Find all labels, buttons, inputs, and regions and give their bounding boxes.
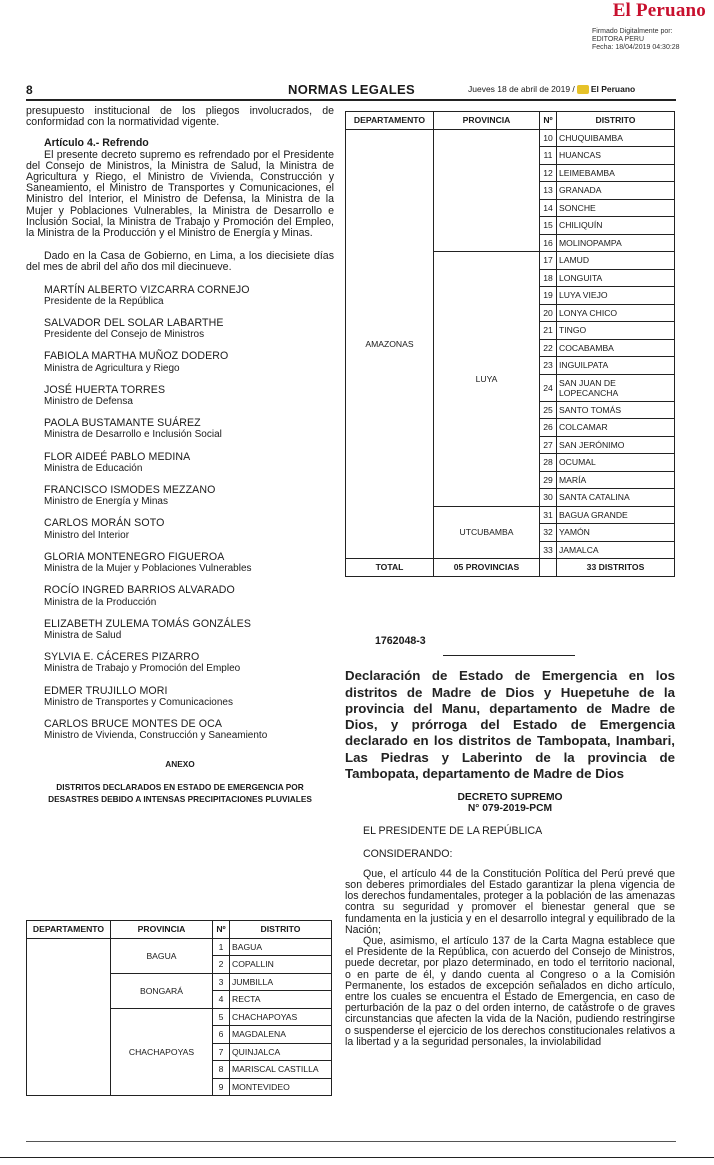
signatory-role: Ministra de la Producción [44, 596, 157, 608]
signatory-name: ELIZABETH ZULEMA TOMÁS GONZÁLES [44, 617, 251, 630]
intro-paragraph: presupuesto institucional de los pliegos involucrados, de conformidad con la normatividad vigente. [26, 105, 334, 129]
district-cell: CHILIQUÍN [557, 217, 675, 235]
col-header-province: PROVINCIA [111, 921, 213, 939]
signatory-role: Ministra de Agricultura y Riego [44, 362, 180, 374]
province-cell: UTCUBAMBA [434, 506, 540, 559]
signatory [26, 518, 334, 540]
row-number: 19 [540, 287, 557, 305]
left-column [26, 106, 334, 805]
district-cell: CHACHAPOYAS [230, 1008, 332, 1026]
row-number: 5 [213, 1008, 230, 1026]
district-cell: RECTA [230, 991, 332, 1009]
department-cell: AMAZONAS [346, 129, 434, 559]
district-cell: CHUQUIBAMBA [557, 129, 675, 147]
row-number: 32 [540, 524, 557, 542]
signatory [26, 318, 334, 340]
total-label: TOTAL [346, 559, 434, 577]
col-header-district: DISTRITO [230, 921, 332, 939]
district-cell: JAMALCA [557, 541, 675, 559]
signatory [26, 485, 334, 507]
signatory-role: Presidente de la República [44, 295, 164, 307]
district-cell: MARÍA [557, 471, 675, 489]
district-cell: SONCHE [557, 199, 675, 217]
total-districts: 33 DISTRITOS [557, 559, 675, 577]
decree-title: DECRETO SUPREMO N° 079-2019-PCM [345, 792, 675, 814]
signatory [26, 652, 334, 674]
district-cell: LAMUD [557, 252, 675, 270]
row-number: 2 [213, 956, 230, 974]
table-row [346, 129, 675, 147]
signatory-name: PAOLA BUSTAMANTE SUÁREZ [44, 417, 201, 430]
col-header-number: Nº [540, 112, 557, 130]
page-edge-rule [0, 1157, 714, 1158]
district-cell: LUYA VIEJO [557, 287, 675, 305]
district-cell: MARISCAL CASTILLA [230, 1061, 332, 1079]
district-cell: TINGO [557, 322, 675, 340]
row-number: 15 [540, 217, 557, 235]
row-number: 18 [540, 269, 557, 287]
signatory [26, 552, 334, 574]
row-number: 17 [540, 252, 557, 270]
row-number: 12 [540, 164, 557, 182]
districts-table-part-2 [345, 111, 675, 577]
signatory [26, 719, 334, 741]
signatory-name: ROCÍO INGRED BARRIOS ALVARADO [44, 584, 235, 597]
row-number: 11 [540, 147, 557, 165]
brand-logo: El Peruano [612, 0, 706, 21]
considering-paragraph-2: Que, asimismo, el artículo 137 de la Carta Magna establece que el Presidente de la República, con acuerdo del Consejo de Ministros, puede decretar, por plazo determinado, en todo el territorio nacional, o en parte de él, y dando cuenta al Congreso o a la Comisión Permanente, los estados de excepción señalados en dicho artículo, entre los cuales se encuentra el Estado de Emergencia, en caso de perturbación de la paz o del orden interno, de catástrofe o de graves circunstancias que afecten la vida de la Nación, pudiendo restringirse o suspenderse el ejercicio de los derechos constitucionales relativos a la libertad y a la seguridad personales, la inviolabilidad [345, 934, 675, 1048]
district-cell: BAGUA [230, 938, 332, 956]
row-number: 24 [540, 374, 557, 401]
footer-rule [26, 1141, 676, 1142]
district-cell: SAN JUAN DE LOPECANCHA [557, 374, 675, 401]
row-number: 14 [540, 199, 557, 217]
decree-number: N° 079-2019-PCM [467, 803, 553, 815]
district-cell: QUINJALCA [230, 1043, 332, 1061]
row-number: 6 [213, 1026, 230, 1044]
signatory-role: Ministra de la Mujer y Poblaciones Vulnerables [44, 563, 252, 575]
row-number: 3 [213, 973, 230, 991]
document-code: 1762048-3 [375, 635, 426, 647]
province-cell: BONGARÁ [111, 973, 213, 1008]
district-cell: LEIMEBAMBA [557, 164, 675, 182]
signatory-name: GLORIA MONTENEGRO FIGUEROA [44, 550, 225, 563]
row-number: 29 [540, 471, 557, 489]
signatory-name: EDMER TRUJILLO MORI [44, 684, 168, 697]
total-provinces: 05 PROVINCIAS [434, 559, 540, 577]
signatory-name: SALVADOR DEL SOLAR LABARTHE [44, 317, 224, 330]
signatories [26, 285, 334, 742]
row-number: 26 [540, 419, 557, 437]
province-cell: BAGUA [111, 938, 213, 973]
signatory-role: Ministra de Salud [44, 629, 122, 641]
considering-paragraph-1: Que, el artículo 44 de la Constitución Política del Perú prevé que son deberes primordiales del Estado garantizar la plena vigencia de los derechos fundamentales, proteger a la población de las amenazas contra su seguridad y promover el bienestar general que se fundamenta en la justicia y en el desarrollo integral y equilibrado de la Nación; [345, 867, 675, 936]
signatory-name: SYLVIA E. CÁCERES PIZARRO [44, 651, 200, 664]
signatory [26, 418, 334, 440]
president-line: EL PRESIDENTE DE LA REPÚBLICA [363, 825, 543, 838]
declaration-title: Declaración de Estado de Emergencia en los distritos de Madre de Dios y Huepetuhe de la provincia del Manu, departamento de Madre de Dios, y prórroga del Estado de Emergencia declarado en los distritos de Tambopata, Inambari, Las Piedras y Laberinto de la provincia de Tambopata, departamento de Madre de Dios [345, 668, 675, 781]
row-number: 33 [540, 541, 557, 559]
signatory-name: CARLOS MORÁN SOTO [44, 517, 165, 530]
article-title: Artículo 4.- Refrendo [44, 137, 149, 150]
district-cell: BAGUA GRANDE [557, 506, 675, 524]
row-number: 13 [540, 182, 557, 200]
issue-date: Jueves 18 de abril de 2019 / El Peruano [468, 84, 636, 94]
district-cell: MOLINOPAMPA [557, 234, 675, 252]
signatory [26, 385, 334, 407]
col-header-department: DEPARTAMENTO [27, 921, 111, 939]
signatory [26, 351, 334, 373]
district-cell: COPALLIN [230, 956, 332, 974]
signatory-role: Ministra de Desarrollo e Inclusión Social [44, 429, 222, 441]
district-cell: SAN JERÓNIMO [557, 436, 675, 454]
newspaper-logo-icon [577, 85, 589, 94]
col-header-province: PROVINCIA [434, 112, 540, 130]
total-number-cell [540, 559, 557, 577]
signatory-role: Ministro del Interior [44, 529, 130, 541]
district-cell: COCABAMBA [557, 339, 675, 357]
district-cell: GRANADA [557, 182, 675, 200]
row-number: 31 [540, 506, 557, 524]
signatory [26, 285, 334, 307]
row-number: 21 [540, 322, 557, 340]
signatory [26, 686, 334, 708]
col-header-district: DISTRITO [557, 112, 675, 130]
row-number: 23 [540, 357, 557, 375]
signatory-name: FABIOLA MARTHA MUÑOZ DODERO [44, 350, 229, 363]
col-header-department: DEPARTAMENTO [346, 112, 434, 130]
district-cell: OCUMAL [557, 454, 675, 472]
given-paragraph: Dado en la Casa de Gobierno, en Lima, a los diecisiete días del mes de abril del año dos mil diecinueve. [26, 250, 334, 274]
considering-line: CONSIDERANDO: [363, 848, 453, 861]
signatory [26, 619, 334, 641]
district-cell: COLCAMAR [557, 419, 675, 437]
section-title: NORMAS LEGALES [288, 82, 415, 97]
row-number: 16 [540, 234, 557, 252]
signatory-role: Ministro de Defensa [44, 396, 133, 408]
district-cell: LONGUITA [557, 269, 675, 287]
province-cell: LUYA [434, 252, 540, 507]
row-number: 9 [213, 1078, 230, 1096]
row-number: 20 [540, 304, 557, 322]
signatory-role: Presidente del Consejo de Ministros [44, 329, 205, 341]
col-header-number: Nº [213, 921, 230, 939]
divider [443, 655, 575, 656]
page-header [26, 83, 676, 101]
signatory [26, 585, 334, 607]
signatory-name: CARLOS BRUCE MONTES DE OCA [44, 717, 223, 730]
signatory-name: FLOR AIDEÉ PABLO MEDINA [44, 450, 191, 463]
signatory-role: Ministro de Transportes y Comunicaciones [44, 696, 233, 708]
district-cell: INGUILPATA [557, 357, 675, 375]
district-cell: SANTA CATALINA [557, 489, 675, 507]
department-cell [27, 938, 111, 1096]
signatory [26, 452, 334, 474]
digital-signature [592, 28, 680, 53]
row-number: 1 [213, 938, 230, 956]
district-cell: HUANCAS [557, 147, 675, 165]
signature-line: Fecha: 18/04/2019 04:30:28 [592, 44, 680, 52]
row-number: 10 [540, 129, 557, 147]
district-cell: YAMÓN [557, 524, 675, 542]
page-number: 8 [26, 83, 33, 97]
row-number: 7 [213, 1043, 230, 1061]
row-number: 30 [540, 489, 557, 507]
annex-title: ANEXO [165, 759, 195, 770]
signature-line: EDITORA PERU [592, 36, 644, 44]
signature-line: Firmado Digitalmente por: [592, 28, 673, 35]
district-cell: MONTEVIDEO [230, 1078, 332, 1096]
province-cell: CHACHAPOYAS [111, 1008, 213, 1096]
province-cell [434, 129, 540, 252]
annex-subtitle: DISTRITOS DECLARADOS EN ESTADO DE EMERGENCIA POR DESASTRES DEBIDO A INTENSAS PRECIPITACIONES PLUVIALES [48, 781, 312, 804]
districts-table-part-1 [26, 920, 332, 1096]
article-text: El presente decreto supremo es refrendado por el Presidente del Consejo de Ministros, la Ministra de Salud, la Ministra de Agricultura y Riego, el Ministro de Vivienda, Construcción y Saneamiento, el Ministro de Transportes y Comunicaciones, el Ministro del Interior, el Ministro de Defensa, la Ministra de la Mujer y Poblaciones Vulnerables, la Ministra de Desarrollo e Inclusión Social, la Ministra de Trabajo y Promoción del Empleo, la Ministra de la Producción y el Ministro de Energía y Minas. [26, 148, 334, 240]
district-cell: JUMBILLA [230, 973, 332, 991]
row-number: 22 [540, 339, 557, 357]
signatory-name: FRANCISCO ISMODES MEZZANO [44, 484, 216, 497]
row-number: 27 [540, 436, 557, 454]
row-number: 25 [540, 401, 557, 419]
district-cell: LONYA CHICO [557, 304, 675, 322]
signatory-name: MARTÍN ALBERTO VIZCARRA CORNEJO [44, 283, 250, 296]
signatory-role: Ministro de Energía y Minas [44, 496, 168, 508]
district-cell: MAGDALENA [230, 1026, 332, 1044]
district-cell: SANTO TOMÁS [557, 401, 675, 419]
signatory-role: Ministra de Educación [44, 462, 143, 474]
row-number: 4 [213, 991, 230, 1009]
row-number: 28 [540, 454, 557, 472]
signatory-name: JOSÉ HUERTA TORRES [44, 383, 166, 396]
signatory-role: Ministra de Trabajo y Promoción del Empleo [44, 663, 241, 675]
row-number: 8 [213, 1061, 230, 1079]
signatory-role: Ministro de Vivienda, Construcción y Saneamiento [44, 730, 268, 742]
right-column [345, 636, 675, 1048]
